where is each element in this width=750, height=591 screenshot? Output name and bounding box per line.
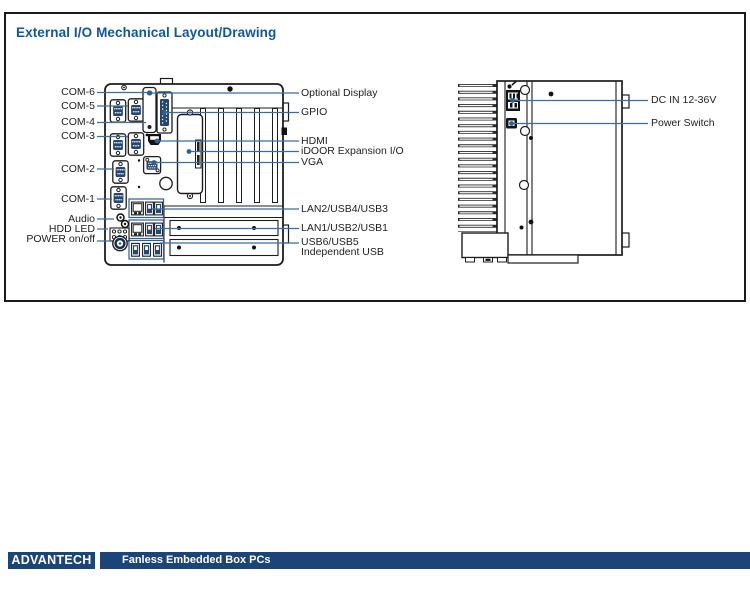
vga-connector — [144, 157, 161, 174]
label-usb6-usb5-line2: Independent USB — [301, 245, 384, 258]
side-base-block — [462, 233, 508, 258]
footer-category-text: Fanless Embedded Box PCs — [122, 554, 271, 566]
usb56-stack — [129, 241, 164, 260]
label-com4: COM-4 — [61, 116, 95, 128]
label-usb6-usb5-line1: USB6/USB5 — [301, 236, 359, 248]
com-port-1 — [111, 187, 126, 209]
label-com6: COM-6 — [61, 86, 95, 98]
com-port-2 — [113, 161, 128, 183]
label-power-switch: Power Switch — [651, 117, 715, 129]
top-screw — [227, 86, 232, 91]
lan1-usb-stack — [129, 220, 164, 239]
idoor-expansion-cover — [178, 110, 203, 199]
label-com3: COM-3 — [61, 130, 95, 142]
label-audio: Audio — [68, 213, 95, 225]
side-bottom-plate — [508, 255, 578, 263]
page-footer — [0, 552, 750, 569]
label-hdd-led: HDD LED — [48, 223, 95, 235]
com-port-3 — [110, 134, 125, 156]
footer-category-bar — [100, 552, 750, 569]
label-idoor: iDOOR Expansion I/O — [301, 145, 404, 157]
label-lan1: LAN1/USB2/USB1 — [301, 222, 388, 234]
label-vga: VGA — [301, 156, 324, 168]
com-port-5 — [110, 100, 125, 122]
label-com5: COM-5 — [61, 100, 95, 112]
rear-view-drawing — [105, 79, 289, 266]
page-title: External I/O Mechanical Layout/Drawing — [16, 25, 277, 40]
label-usb6-usb5 — [301, 238, 384, 257]
edge-stud — [282, 128, 288, 136]
side-view-drawing — [462, 81, 629, 263]
com-port-4 — [128, 133, 143, 155]
label-lan2: LAN2/USB4/USB3 — [301, 203, 388, 215]
lan2-usb-stack — [129, 199, 164, 218]
label-com2: COM-2 — [61, 163, 95, 175]
hdmi-connector — [148, 134, 161, 145]
advantech-logo: ADVANTECH — [8, 552, 95, 569]
label-dc-in: DC IN 12-36V — [651, 94, 717, 106]
heatsink-fins — [476, 84, 478, 232]
label-power-onoff: POWER on/off — [26, 233, 95, 245]
label-gpio: GPIO — [301, 106, 328, 118]
com-port-6 — [128, 99, 143, 121]
chassis-hole — [160, 177, 172, 189]
power-button — [113, 236, 127, 250]
label-optional-display: Optional Display — [301, 87, 378, 99]
label-com1: COM-1 — [61, 193, 95, 205]
label-hdmi: HDMI — [301, 135, 328, 147]
